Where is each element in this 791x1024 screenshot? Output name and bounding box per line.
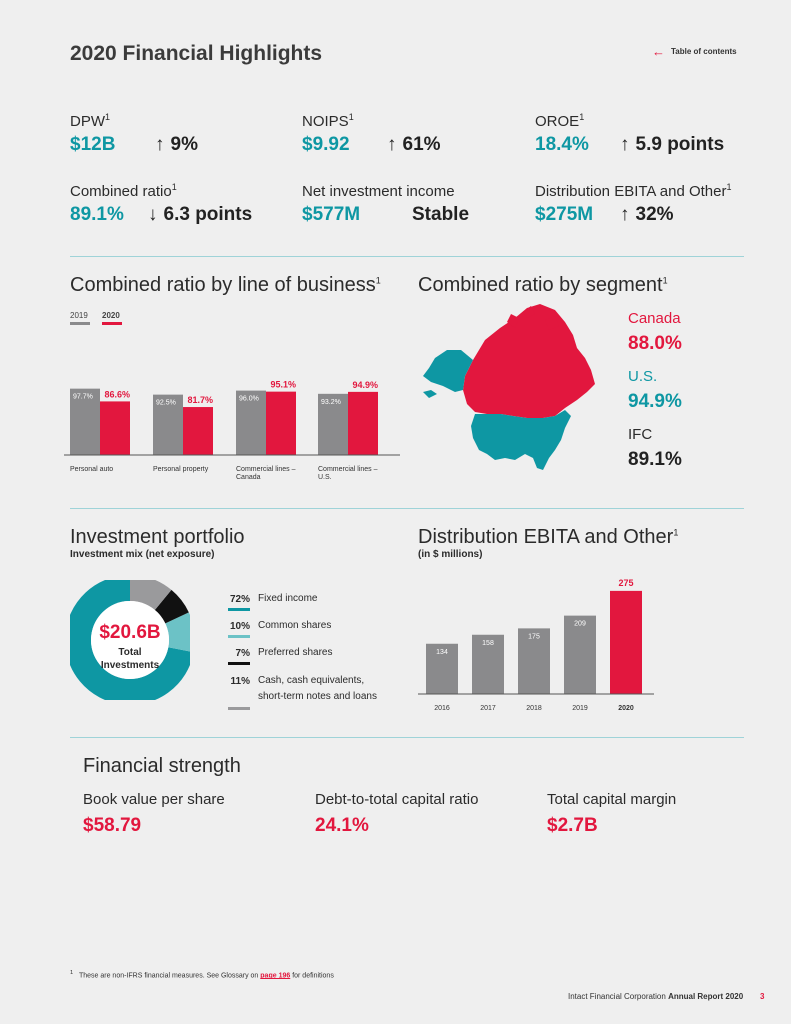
arrow-up-icon: ↑ xyxy=(620,204,630,225)
arrow-up-icon: ↑ xyxy=(387,134,397,155)
legend-swatch xyxy=(102,322,122,325)
segment-heading: Combined ratio by segment$^1$ xyxy=(418,274,668,296)
data-label: 158 xyxy=(482,639,494,647)
legend-swatch xyxy=(228,707,250,710)
data-label: 81.7% xyxy=(187,395,213,406)
category-label: 2017 xyxy=(480,705,496,712)
category-label: U.S. xyxy=(318,474,332,481)
page-footer: Intact Financial Corporation Annual Report 2020 xyxy=(568,992,744,1001)
category-label: Personal property xyxy=(153,466,209,473)
north-america-map xyxy=(415,300,615,480)
category-label: 2019 xyxy=(572,705,588,712)
lob-bar-chart xyxy=(60,305,405,495)
kpi-value: $12B xyxy=(70,134,116,155)
legend-text: Cash, cash equivalents, short-term notes and loans xyxy=(258,675,377,702)
table-of-contents-link[interactable] xyxy=(652,44,737,59)
category-label: Personal auto xyxy=(70,466,114,473)
segment-value: 89.1% xyxy=(628,449,682,470)
investments-label: Investments xyxy=(100,660,160,671)
arrow-left-icon: ← xyxy=(652,44,665,59)
kpi-label: NOIPS$^1$ xyxy=(302,112,354,130)
segment-value: 88.0% xyxy=(628,333,682,354)
legend-item: 72% Fixed income xyxy=(229,593,318,605)
legend-item: 11% Cash, cash equivalents, short-term notes and loans xyxy=(228,676,377,705)
kpi-value: $275M xyxy=(535,204,594,225)
kpi-change: ↑ 61% xyxy=(387,134,441,155)
strength-heading: Financial strength xyxy=(83,755,241,777)
kpi-change: ↑ 9% xyxy=(155,134,198,155)
legend-item: 10% Common shares xyxy=(229,620,332,632)
data-label: 134 xyxy=(436,648,448,656)
investment-heading: Investment portfolio xyxy=(70,526,245,548)
lob-heading: Combined ratio by line of business$^1$ xyxy=(70,274,381,296)
arrow-down-icon: ↓ xyxy=(148,204,158,225)
bar xyxy=(100,401,130,455)
data-label: 86.6% xyxy=(104,389,130,400)
legend-swatch xyxy=(228,662,250,665)
kpi-label: Combined ratio$^1$ xyxy=(70,182,177,200)
kpi-value: $577M xyxy=(302,204,361,225)
total-label: Total xyxy=(118,647,142,658)
data-label: 95.1% xyxy=(270,379,296,390)
divider xyxy=(70,737,744,738)
donut-center xyxy=(70,622,190,671)
page-title: 2020 Financial Highlights xyxy=(70,42,323,65)
legend-text: Preferred shares xyxy=(258,647,333,658)
data-label: 94.9% xyxy=(352,379,378,390)
data-label: 175 xyxy=(528,633,540,641)
footnote: $^1$ These are non-IFRS financial measures. See Glossary on page 196 for definitions xyxy=(70,970,334,980)
legend-swatch xyxy=(228,608,250,611)
data-label: 275 xyxy=(618,577,634,588)
kpi-value: 18.4% xyxy=(535,134,589,155)
data-label: 209 xyxy=(574,620,586,628)
strength-label: Total capital margin xyxy=(547,791,677,808)
arrow-up-icon: ↑ xyxy=(620,134,630,155)
kpi-label: OROE$^1$ xyxy=(535,112,585,130)
kpi-label: Distribution EBITA and Other$^1$ xyxy=(535,182,732,200)
strength-value: $58.79 xyxy=(83,815,142,836)
segment-name: Canada xyxy=(628,310,681,327)
segment-name: IFC xyxy=(628,426,653,443)
data-label: 93.2% xyxy=(321,398,341,406)
legend-text: Fixed income xyxy=(258,593,318,604)
segment-name: U.S. xyxy=(628,368,658,385)
donut-slice xyxy=(163,600,177,618)
data-label: 92.5% xyxy=(156,399,176,407)
legend-text: Common shares xyxy=(258,620,332,631)
strength-label: Book value per share xyxy=(83,791,225,808)
category-label: Canada xyxy=(236,474,261,481)
divider xyxy=(70,256,744,257)
bar xyxy=(348,392,378,455)
investment-subheading: Investment mix (net exposure) xyxy=(70,549,215,560)
distribution-heading: Distribution EBITA and Other$^1$ xyxy=(418,526,679,548)
strength-label: Debt-to-total capital ratio xyxy=(315,791,479,808)
strength-value: $2.7B xyxy=(547,815,598,836)
segment-value: 94.9% xyxy=(628,391,682,412)
divider xyxy=(70,508,744,509)
category-label: Commercial lines – xyxy=(318,466,378,473)
kpi-change: ↑ 32% xyxy=(620,204,674,225)
investment-legend xyxy=(228,594,398,714)
bar xyxy=(183,407,213,455)
category-label: Commercial lines – xyxy=(236,466,296,473)
legend-swatch xyxy=(228,635,250,638)
bar xyxy=(610,591,642,694)
legend-swatch xyxy=(70,322,90,325)
distribution-bar-chart xyxy=(418,568,658,720)
distribution-subheading: (in $ millions) xyxy=(418,549,483,560)
donut-slice xyxy=(130,588,163,600)
kpi-change: Stable xyxy=(412,204,470,225)
glossary-page-link[interactable]: page 196 xyxy=(260,972,291,980)
category-label: 2020 xyxy=(618,705,634,712)
total-investments-value: $20.6B xyxy=(99,622,161,643)
category-label: 2018 xyxy=(526,705,542,712)
kpi-change: ↑ 5.9 points xyxy=(620,134,725,155)
kpi-change: ↓ 6.3 points xyxy=(148,204,253,225)
data-label: 97.7% xyxy=(73,393,93,401)
category-label: 2016 xyxy=(434,705,450,712)
legend-item: 7% Preferred shares xyxy=(235,647,333,659)
data-label: 96.0% xyxy=(239,395,259,403)
strength-value: 24.1% xyxy=(315,815,369,836)
toc-label: Table of contents xyxy=(671,47,737,56)
legend-label: 2020 xyxy=(102,311,120,320)
bar xyxy=(266,392,296,455)
page-number: 3 xyxy=(760,992,765,1001)
kpi-value: $9.92 xyxy=(302,134,350,155)
kpi-value: 89.1% xyxy=(70,204,124,225)
kpi-label: DPW$^1$ xyxy=(70,112,111,130)
legend-label: 2019 xyxy=(70,311,88,320)
kpi-label: Net investment income xyxy=(302,183,455,200)
arrow-up-icon: ↑ xyxy=(155,134,165,155)
